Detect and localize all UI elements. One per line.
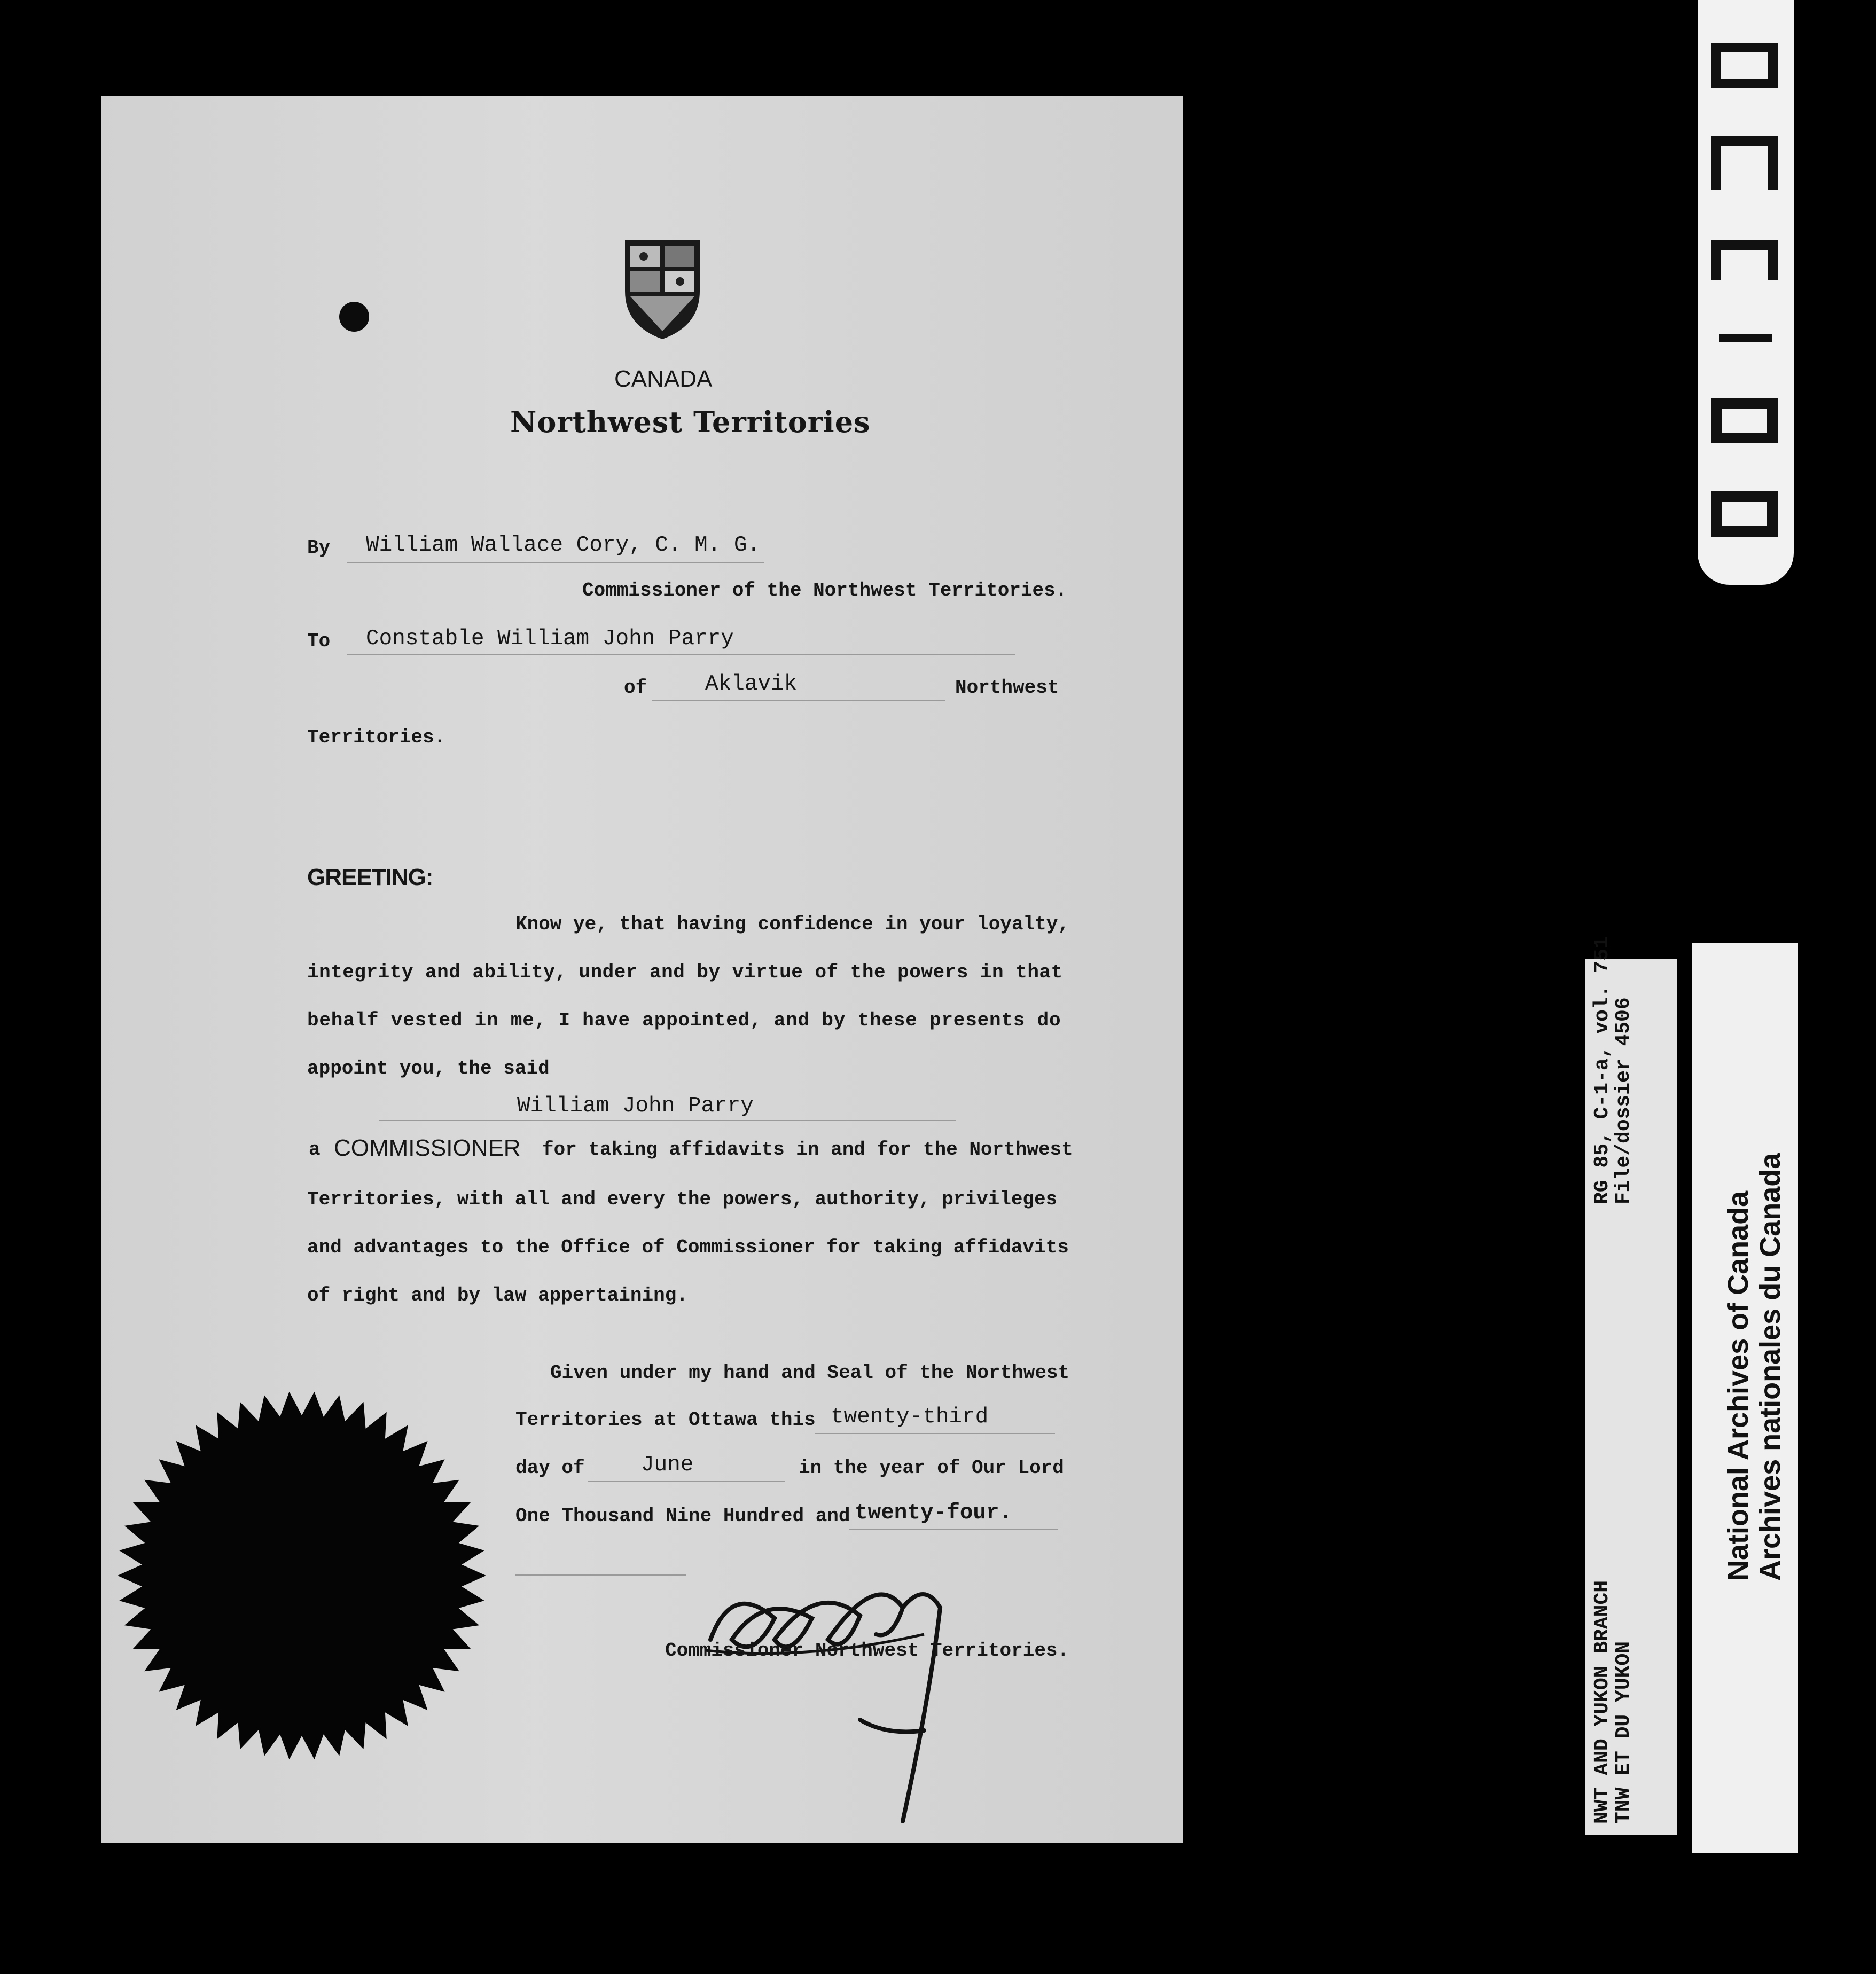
country-heading: CANADA xyxy=(614,366,713,392)
reference-line-2: File/dossier 4506 xyxy=(1612,997,1635,1204)
by-label: By xyxy=(307,537,331,559)
of-label: of xyxy=(624,677,647,699)
commission-word: COMMISSIONER xyxy=(334,1135,521,1161)
of-suffix-continued: Territories. xyxy=(307,726,446,748)
body-line-2: integrity and ability, under and by virtue of the powers in that xyxy=(307,961,1063,983)
archives-english: National Archives of Canada xyxy=(1722,1190,1754,1581)
given-line-4-prefix: One Thousand Nine Hundred and xyxy=(515,1505,850,1527)
branch-line-2: TNW ET DU YUKON xyxy=(1612,1641,1635,1824)
body-line-3: behalf vested in me, I have appointed, and by these presents do xyxy=(307,1009,1061,1031)
of-place: Aklavik xyxy=(705,672,798,696)
archives-french: Archives nationales du Canada xyxy=(1754,1153,1786,1581)
of-suffix: Northwest xyxy=(955,677,1059,699)
given-line-3-suffix: in the year of Our Lord xyxy=(799,1457,1064,1479)
branch-label xyxy=(1585,936,1677,1835)
coat-of-arms-icon xyxy=(622,238,702,342)
territory-heading: Northwest Territories xyxy=(510,405,871,439)
to-name: Constable William John Parry xyxy=(366,626,734,651)
seal-icon xyxy=(115,1389,489,1762)
given-year: twenty-four. xyxy=(855,1501,1013,1525)
greeting: GREETING: xyxy=(307,864,433,890)
body-line-1: Know ye, that having confidence in your loyalty, xyxy=(515,913,1069,935)
commission-line-4: of right and by law appertaining. xyxy=(307,1284,688,1306)
commission-line-3: and advantages to the Office of Commissioner for taking affidavits xyxy=(307,1236,1069,1258)
appointee-name: William John Parry xyxy=(517,1094,754,1118)
given-month: June xyxy=(641,1453,694,1477)
commission-prefix: a xyxy=(309,1139,321,1161)
given-line-3-prefix: day of xyxy=(515,1457,585,1479)
frame-number-tab xyxy=(1698,0,1794,585)
signature-caption: Commissioner Northwest Territories. xyxy=(665,1640,1069,1662)
given-day: twenty-third xyxy=(831,1405,989,1429)
reference-line-1: RG 85, C-1-a, vol. 751 xyxy=(1591,936,1614,1204)
punch-hole xyxy=(339,302,369,332)
document-page xyxy=(101,96,1183,1843)
archives-label xyxy=(1692,943,1798,1853)
signature-mark xyxy=(700,1560,999,1837)
branch-line-1: NWT AND YUKON BRANCH xyxy=(1591,1580,1614,1824)
to-label: To xyxy=(307,630,331,652)
commission-line-1: for taking affidavits in and for the Northwest xyxy=(542,1139,1073,1161)
body-line-4: appoint you, the said xyxy=(307,1058,550,1079)
given-line-1: Given under my hand and Seal of the Northwest xyxy=(550,1362,1070,1384)
commissioner-title: Commissioner of the Northwest Territories. xyxy=(582,579,1067,601)
given-line-2-prefix: Territories at Ottawa this xyxy=(515,1409,816,1431)
by-name: William Wallace Cory, C. M. G. xyxy=(366,533,761,558)
commission-line-2: Territories, with all and every the powers, authority, privileges xyxy=(307,1188,1058,1210)
